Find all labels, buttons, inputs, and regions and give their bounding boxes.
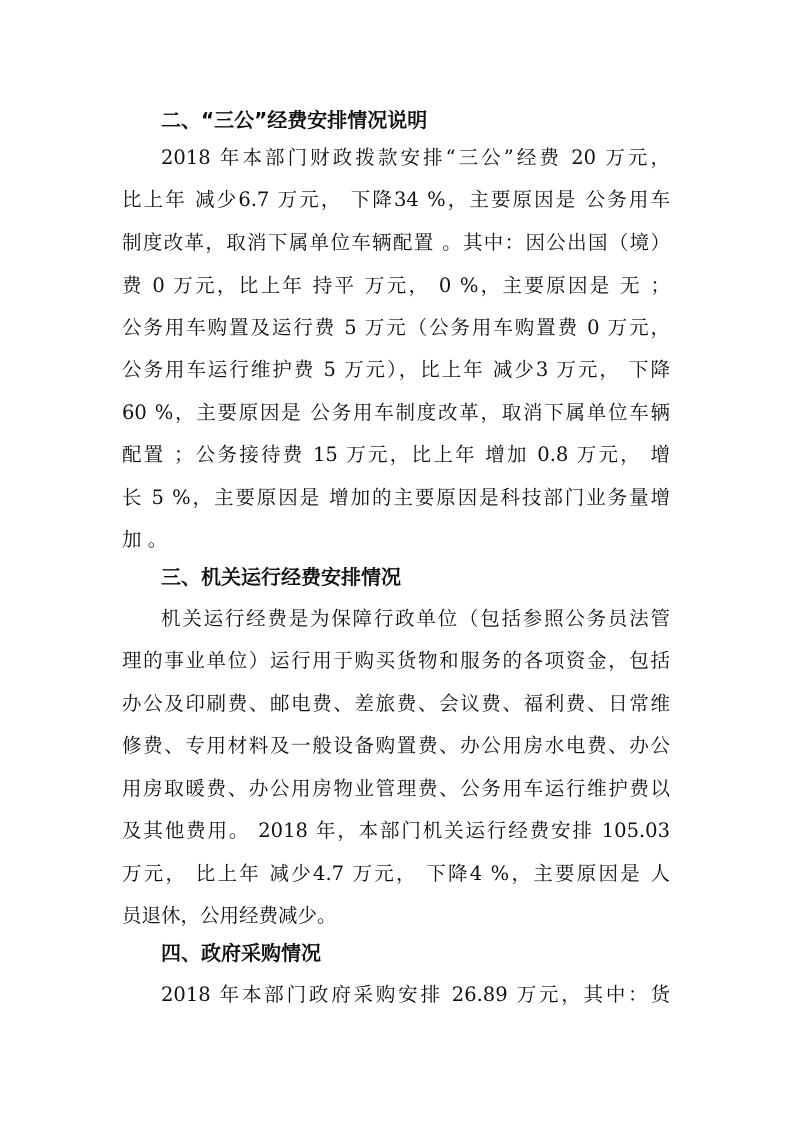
paragraph-line: 办公及印刷费、邮电费、差旅费、会议费、福利费、日常维	[122, 692, 670, 715]
paragraph-line: 长 5 %，主要原因是 增加的主要原因是科技部门业务量增	[122, 486, 670, 509]
paragraph-line: 机关运行经费是为保障行政单位（包括参照公务员法管	[161, 607, 670, 630]
section-heading-jiguan: 三、机关运行经费安排情况	[161, 565, 401, 589]
paragraph-line: 加 。	[122, 528, 168, 551]
paragraph-line: 2018 年本部门政府采购安排 26.89 万元，其中：货	[161, 983, 670, 1006]
paragraph-line: 60 %，主要原因是 公务用车制度改革，取消下属单位车辆	[122, 401, 670, 424]
paragraph-line: 用房取暖费、办公用房物业管理费、公务用车运行维护费以	[122, 777, 670, 800]
section-heading-sangong: 二、“三公”经费安排情况说明	[161, 108, 428, 132]
paragraph-line: 万元， 比上年 减少4.7 万元， 下降4 %，主要原因是 人	[122, 862, 670, 885]
paragraph-line: 公务用车运行维护费 5 万元），比上年 减少3 万元， 下降	[122, 358, 670, 381]
section-heading-caigou: 四、政府采购情况	[161, 941, 321, 965]
paragraph-line: 员退休，公用经费减少。	[122, 904, 337, 927]
paragraph-line: 修费、专用材料及一般设备购置费、办公用房水电费、办公	[122, 734, 670, 757]
paragraph-line: 公务用车购置及运行费 5 万元（公务用车购置费 0 万元，	[122, 316, 670, 339]
paragraph-line: 制度改革，取消下属单位车辆配置 。其中：因公出国（境）	[122, 231, 670, 254]
paragraph-line: 费 0 万元，比上年 持平 万元， 0 %，主要原因是 无 ；	[122, 274, 670, 297]
paragraph-line: 理的事业单位）运行用于购买货物和服务的各项资金，包括	[122, 649, 670, 672]
paragraph-line: 2018 年本部门财政拨款安排“三公”经费 20 万元，	[161, 146, 670, 169]
paragraph-line: 配置 ；公务接待费 15 万元，比上年 增加 0.8 万元， 增	[122, 443, 670, 466]
paragraph-line: 比上年 减少6.7 万元， 下降34 %，主要原因是 公务用车	[122, 188, 670, 211]
paragraph-line: 及其他费用。 2018 年，本部门机关运行经费安排 105.03	[122, 819, 670, 842]
